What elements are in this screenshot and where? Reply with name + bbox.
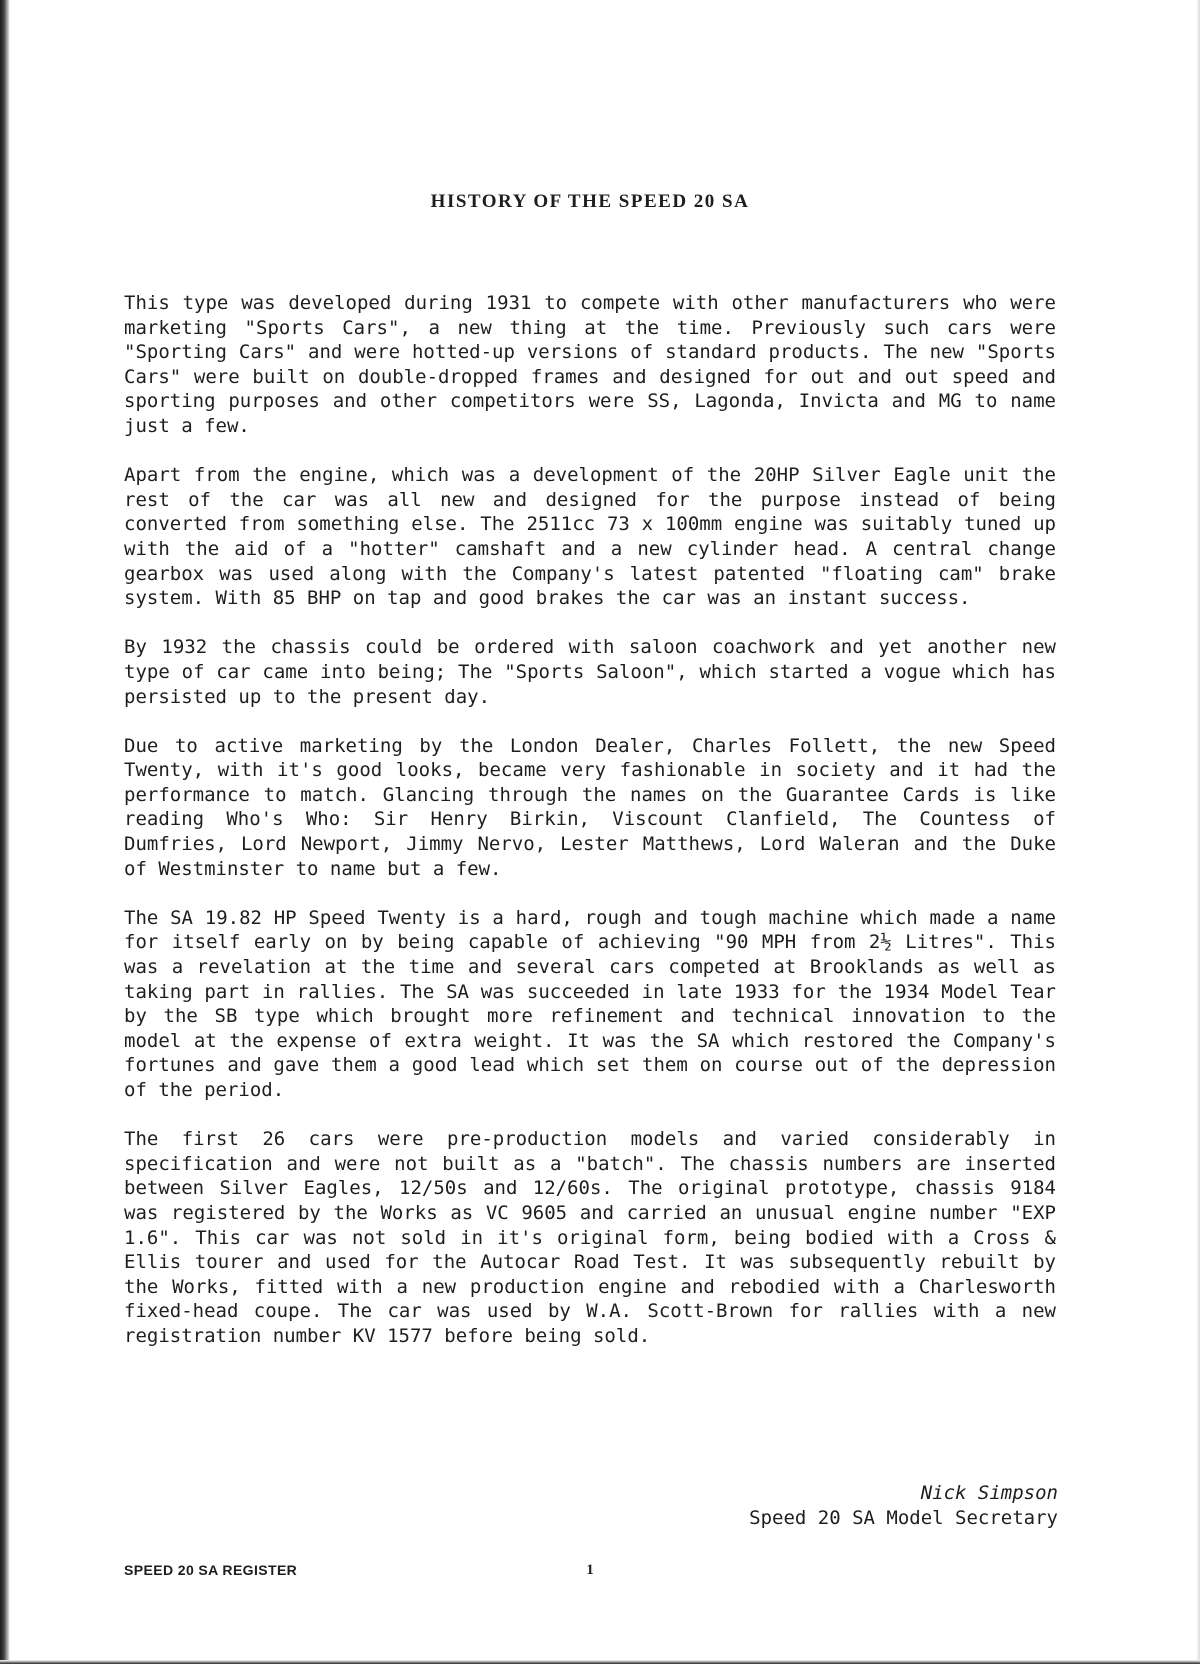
paragraph-1: This type was developed during 1931 to compete with other manufacturers who were marketing "Sports Cars", a new thing at the time. Previously such cars were "Sporting Cars" and were hotted-up versions of standard products. The new "Sports Cars" were built on double-dropped frames and designed for out and out speed and sporting purposes and other competitors were SS, Lagonda, Invicta and MG to name just a few. (124, 292, 1056, 437)
paragraph-6: The first 26 cars were pre-production models and varied considerably in specification and were not built as a "batch". The chassis numbers are inserted between Silver Eagles, 12/50s and 12/60s. The original prototype, chassis 9184 was registered by the Works as VC 9605 and carried an unusual engine number "EXP 1.6". This car was not sold in it's original form, being bodied with a Cross & Ellis tourer and used for the Autocar Road Test. It was subsequently rebuilt by the Works, fitted with a new production engine and rebodied with a Charlesworth fixed-head coupe. The car was used by W.A. Scott-Brown for rallies with a new registration number KV 1577 before being sold. (124, 1128, 1056, 1347)
page-number: 1 (586, 1562, 594, 1578)
paragraph-3: By 1932 the chassis could be ordered with saloon coachwork and yet another new type of car came into being; The "Sports Saloon", which started a vogue which has persisted up to the present day. (124, 636, 1056, 708)
signature-block (749, 1481, 1058, 1531)
author-name: Nick Simpson (920, 1482, 1058, 1504)
author-role: Speed 20 SA Model Secretary (749, 1507, 1058, 1529)
paragraph-5: The SA 19.82 HP Speed Twenty is a hard, rough and tough machine which made a name for itself early on by being capable of achieving "90 MPH from 2½ Litres". This was a revelation at the time and several cars competed at Brooklands as well as taking part in rallies. The SA was succeeded in late 1933 for the 1934 Model Tear by the SB type which brought more refinement and technical innovation to the model at the expense of extra weight. It was the SA which restored the Company's fortunes and gave them a good lead which set them on course out of the depression of the period. (124, 906, 1056, 1101)
paragraph-2: Apart from the engine, which was a development of the 20HP Silver Eagle unit the rest of the car was all new and designed for the purpose instead of being converted from something else. The 2511cc 73 x 100mm engine was suitably tuned up with the aid of a "hotter" camshaft and a new cylinder head. A central change gearbox was used along with the Company's latest patented "floating cam" brake system. With 85 BHP on tap and good brakes the car was an instant success. (124, 464, 1056, 610)
paragraph-4: Due to active marketing by the London Dealer, Charles Follett, the new Speed Twenty, with it's good looks, became very fashionable in society and it had the performance to match. Glancing through the names on the Guarantee Cards is like reading Who's Who: Sir Henry Birkin, Viscount Clanfield, The Countess of Dumfries, Lord Newport, Jimmy Nervo, Lester Matthews, Lord Waleran and the Duke of Westminster to name but a few. (124, 734, 1056, 880)
footer-publication: SPEED 20 SA REGISTER (124, 1562, 298, 1578)
article-body (124, 291, 1056, 1373)
page-title: HISTORY OF THE SPEED 20 SA (430, 191, 750, 212)
